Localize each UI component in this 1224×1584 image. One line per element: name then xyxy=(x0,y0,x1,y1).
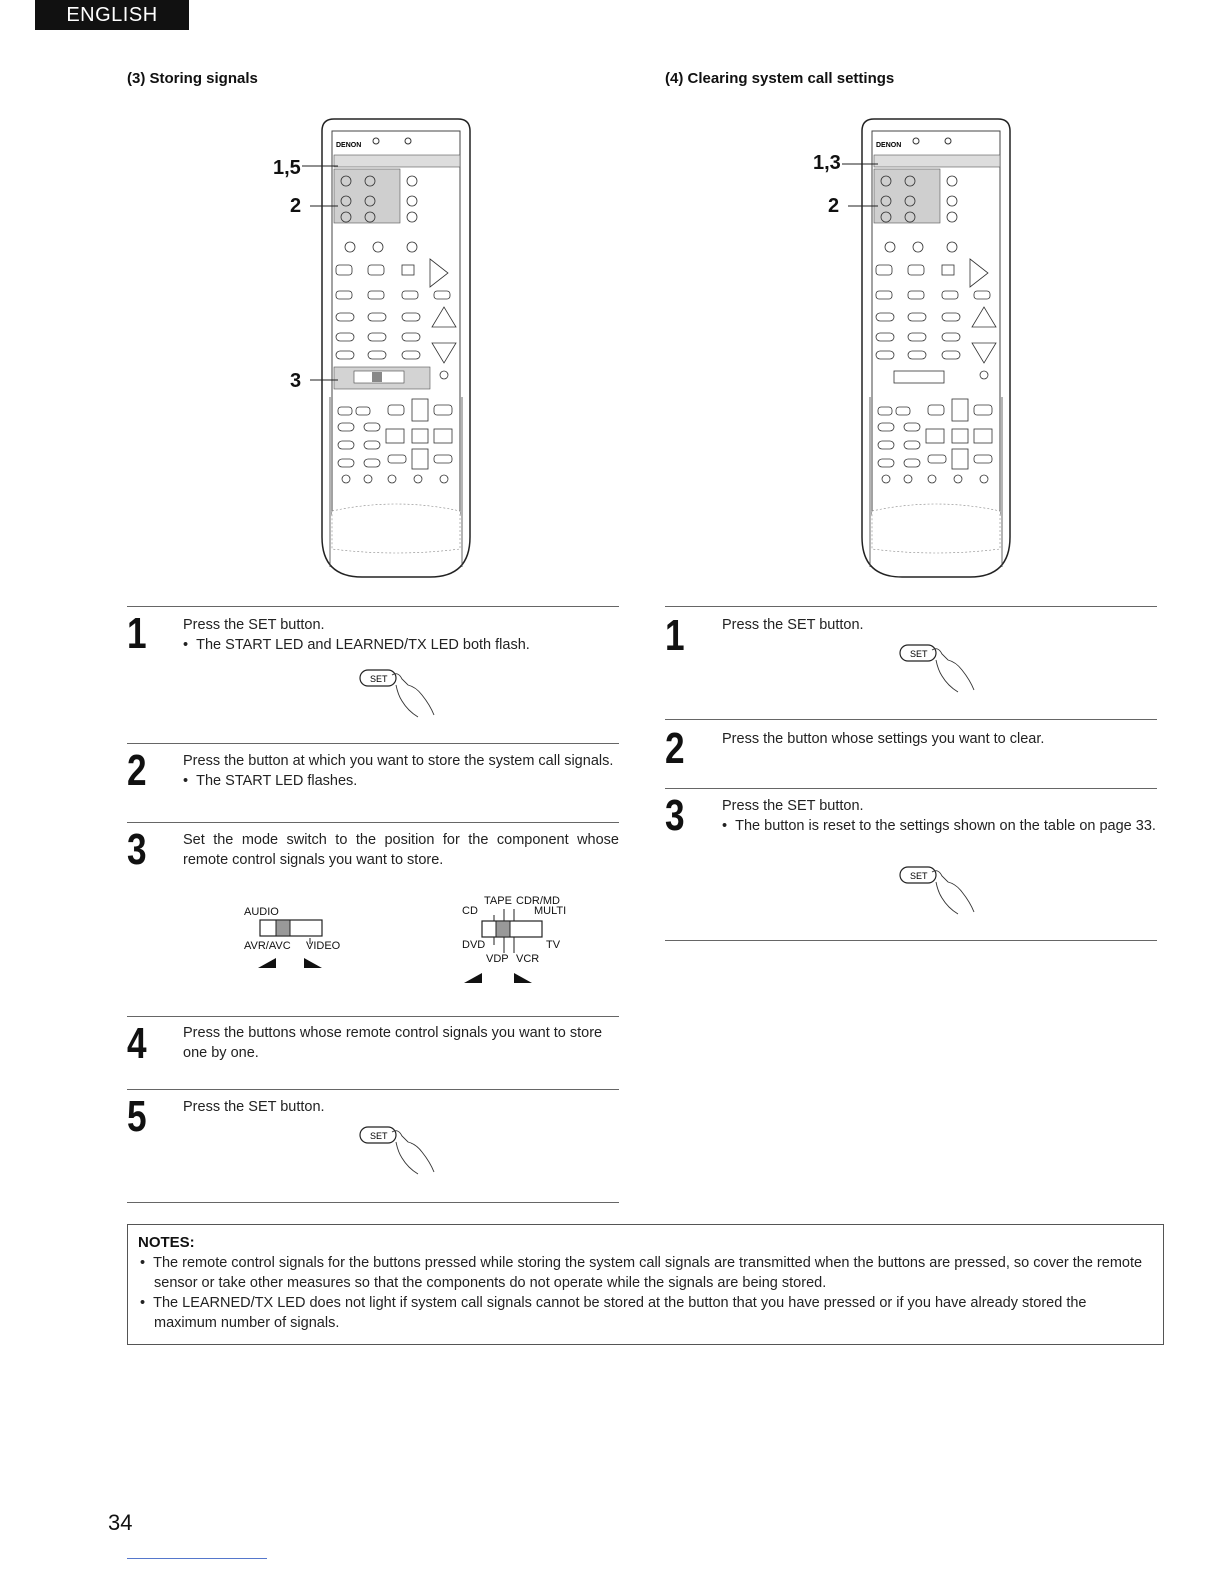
footer-line xyxy=(127,1558,267,1559)
switch-label-tape: TAPE xyxy=(484,895,512,907)
set-button-hand-icon xyxy=(898,862,978,922)
switch-label-avr-avc: AVR/AVC xyxy=(244,940,291,952)
step-bullet: • The START LED and LEARNED/TX LED both flash. xyxy=(183,637,530,653)
language-tab: ENGLISH xyxy=(35,0,189,30)
remote-illustration-left xyxy=(320,117,472,579)
step-number: 4 xyxy=(127,1019,147,1068)
page-number: 34 xyxy=(108,1510,133,1535)
switch-label-multi: MULTI xyxy=(534,905,567,917)
switch-label-video: VIDEO xyxy=(306,940,341,952)
remote-brand-left: DENON xyxy=(336,142,362,149)
note-item: • The remote control signals for the buttons pressed while storing the system call signals are transmitted when the buttons are pressed, so cover the remote sensor or take other measures so that the components do not operate while the signals are being stored. xyxy=(140,1255,1143,1291)
notes-title: NOTES: xyxy=(138,1234,195,1251)
mode-switch-figure-2 xyxy=(458,893,568,988)
step-instruction: Press the button at which you want to store the system call signals. xyxy=(183,753,614,769)
set-button-hand-icon xyxy=(358,1122,438,1182)
svg-text:SET: SET xyxy=(370,674,388,684)
svg-text:SET: SET xyxy=(370,1131,388,1141)
step-number: 3 xyxy=(127,825,147,874)
step-number: 2 xyxy=(665,724,685,773)
switch-label-audio: AUDIO xyxy=(244,906,279,918)
callout-2-right: 2 xyxy=(828,195,840,217)
divider xyxy=(665,719,1157,720)
notes-box xyxy=(127,1224,1164,1345)
step-bullet: • The button is reset to the settings shown on the table on page 33. xyxy=(722,818,1156,834)
step-number: 1 xyxy=(665,611,685,660)
divider xyxy=(127,606,619,607)
svg-text:SET: SET xyxy=(910,871,928,881)
step-number: 1 xyxy=(127,609,147,658)
step-text: Set the mode switch to the position for the component whose remote control signals you want to store. xyxy=(183,832,619,868)
switch-label-vdp: VDP xyxy=(486,953,509,965)
step-text xyxy=(183,615,619,655)
callout-1-5: 1,5 xyxy=(273,157,301,179)
switch-label-vcr: VCR xyxy=(516,953,540,965)
step-text xyxy=(722,796,1157,836)
callout-3: 3 xyxy=(290,370,302,392)
divider xyxy=(127,1089,619,1090)
divider xyxy=(127,1016,619,1017)
switch-label-cdr-md: CDR/MD xyxy=(516,895,560,907)
callout-1-3: 1,3 xyxy=(813,152,841,174)
step-number: 3 xyxy=(665,791,685,840)
mode-switch-figure-1 xyxy=(240,900,350,975)
switch-label-dvd: DVD xyxy=(462,939,486,951)
callout-leaders-right xyxy=(840,160,880,220)
callout-2: 2 xyxy=(290,195,302,217)
section-title-storing: (3) Storing signals xyxy=(127,70,258,87)
divider xyxy=(665,788,1157,789)
step-text: Press the SET button. xyxy=(183,1099,325,1115)
step-text: Press the buttons whose remote control signals you want to store one by one. xyxy=(183,1025,603,1061)
step-number: 5 xyxy=(127,1092,147,1141)
step-instruction: Press the SET button. xyxy=(183,617,325,633)
switch-drawing-2 xyxy=(458,893,568,988)
svg-text:SET: SET xyxy=(910,649,928,659)
step-bullet: • The START LED flashes. xyxy=(183,773,358,789)
set-button-hand-icon xyxy=(358,665,438,725)
remote-brand-right: DENON xyxy=(876,142,902,149)
step-text: Press the SET button. xyxy=(722,617,864,633)
switch-drawing-1 xyxy=(240,900,350,975)
note-item: • The LEARNED/TX LED does not light if system call signals cannot be stored at the button that you have pressed or if you have already stored the maximum number of signals. xyxy=(140,1295,1087,1331)
set-button-hand-icon xyxy=(898,640,978,700)
remote-illustration-right xyxy=(860,117,1012,579)
divider xyxy=(665,606,1157,607)
divider xyxy=(127,1202,619,1203)
switch-label-tv: TV xyxy=(546,939,561,951)
divider xyxy=(127,743,619,744)
divider xyxy=(665,940,1157,941)
step-instruction: Press the SET button. xyxy=(722,798,864,814)
switch-label-cd: CD xyxy=(462,905,478,917)
section-title-clearing: (4) Clearing system call settings xyxy=(665,70,895,87)
step-text: Press the button whose settings you want to clear. xyxy=(722,731,1045,747)
step-number: 2 xyxy=(127,746,147,795)
callout-leaders-left xyxy=(300,160,340,390)
divider xyxy=(127,822,619,823)
step-text xyxy=(183,751,619,791)
